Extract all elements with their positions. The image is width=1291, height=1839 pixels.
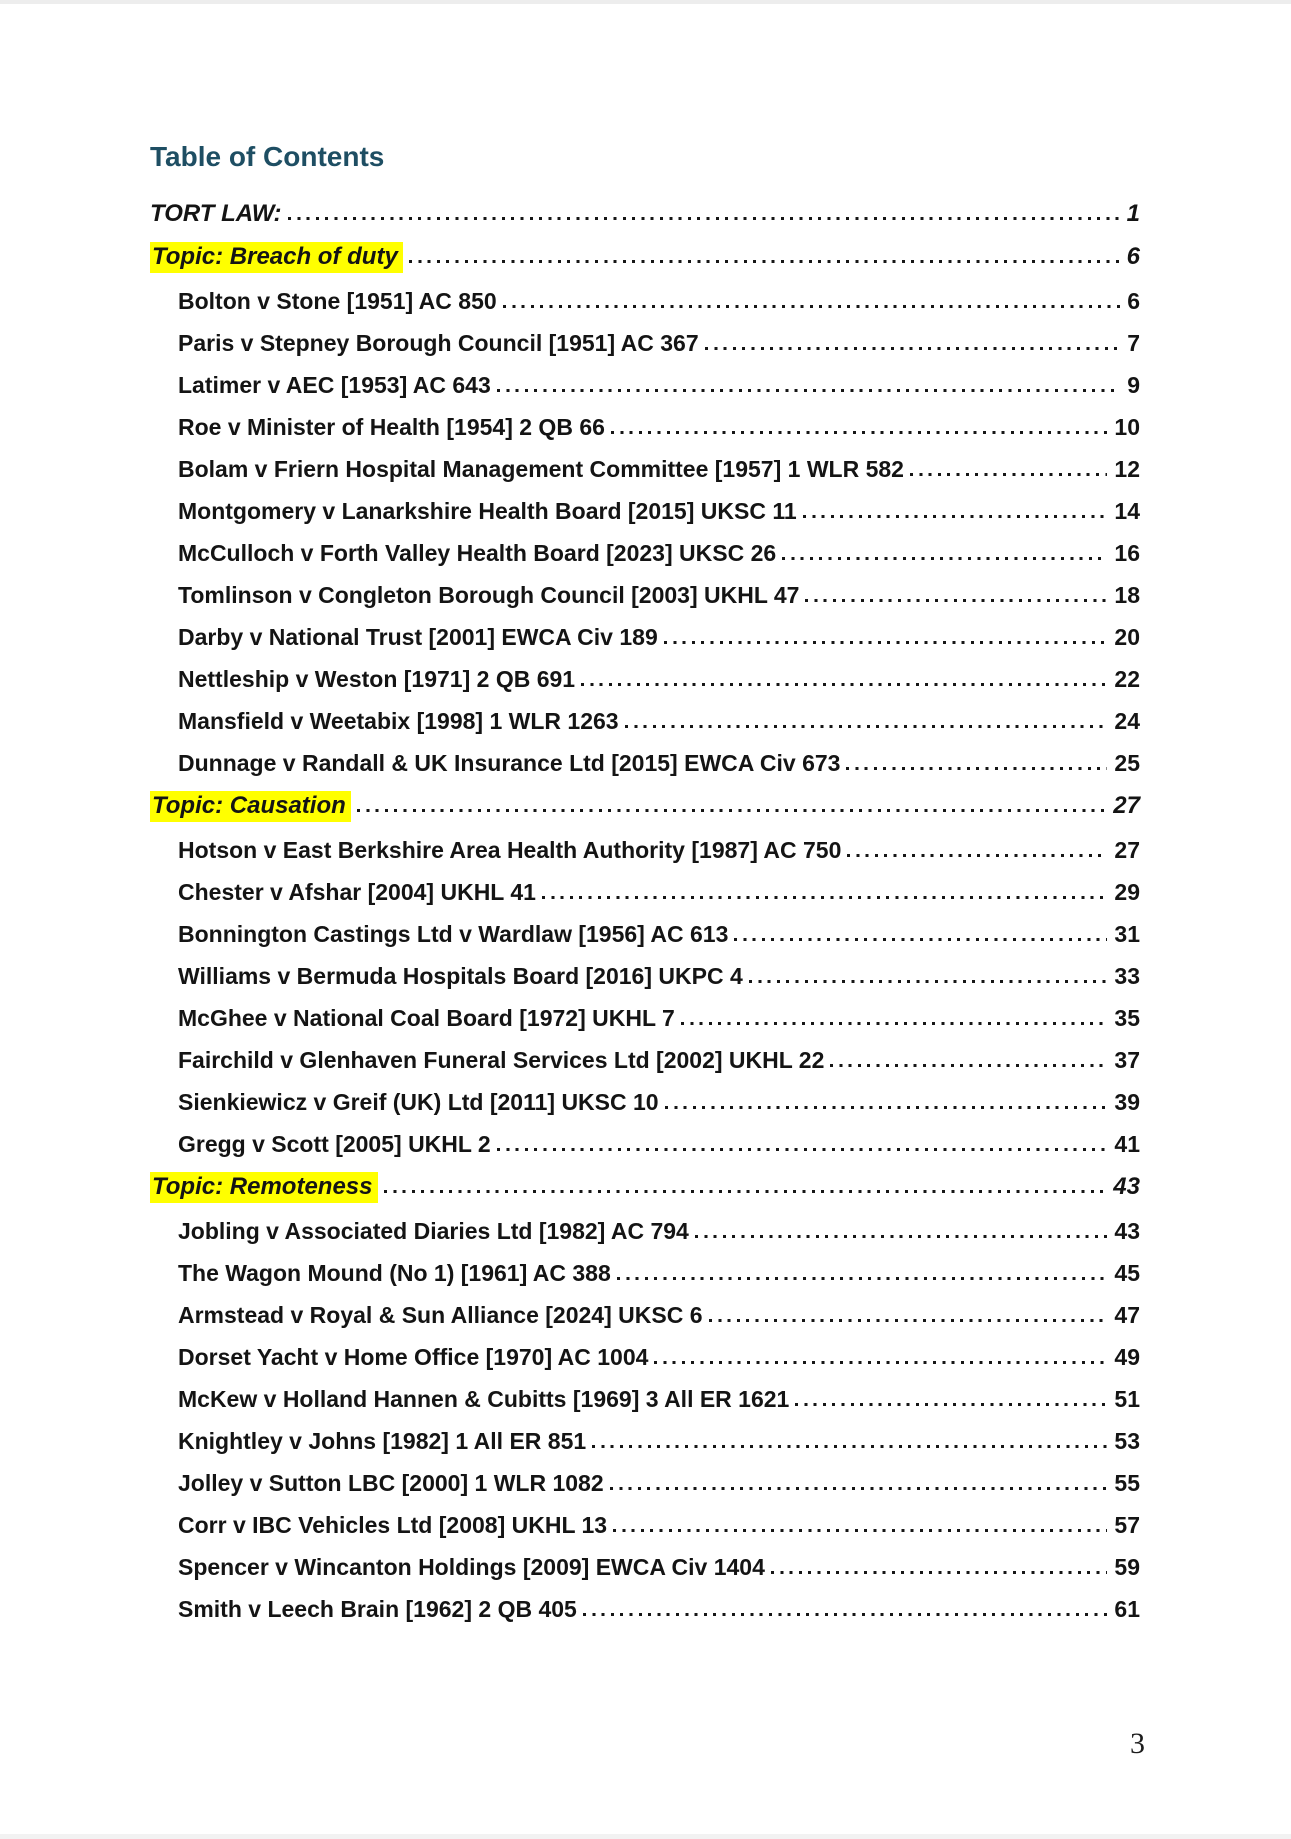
dot-leader (771, 1571, 1108, 1575)
toc-entry-page-number: 1 (1126, 200, 1140, 227)
toc-entry[interactable] (150, 707, 1140, 735)
toc-entry[interactable] (150, 1427, 1140, 1455)
toc-entry[interactable] (150, 749, 1140, 777)
toc-entry-page-number: 45 (1114, 1260, 1140, 1286)
toc-entry-page-number: 49 (1114, 1344, 1140, 1370)
toc-entry-label: Knightley v Johns [1982] 1 All ER 851 (178, 1428, 587, 1454)
toc-entry[interactable] (150, 836, 1140, 864)
dot-leader (846, 767, 1107, 771)
toc-entry-label: Jobling v Associated Diaries Ltd [1982] AC 794 (178, 1218, 689, 1244)
toc-entry-page-number: 24 (1114, 708, 1140, 734)
toc-entry-label: Sienkiewicz v Greif (UK) Ltd [2011] UKSC 10 (178, 1089, 659, 1115)
dot-leader (910, 473, 1107, 477)
dot-leader (665, 1106, 1108, 1110)
toc-entry[interactable] (150, 1088, 1140, 1116)
toc-entry-page-number: 41 (1114, 1131, 1140, 1157)
toc-entry[interactable] (150, 1130, 1140, 1158)
toc-entry-label: Paris v Stepney Borough Council [1951] AC 367 (178, 330, 699, 356)
toc-entry-page-number: 51 (1114, 1386, 1140, 1412)
dot-leader (503, 305, 1121, 309)
page-bottom-edge (0, 1834, 1291, 1839)
toc-entry-label: Armstead v Royal & Sun Alliance [2024] UKSC 6 (178, 1302, 703, 1328)
toc-entry-page-number: 61 (1114, 1596, 1140, 1622)
toc-entry-page-number: 25 (1114, 750, 1140, 776)
toc-entry[interactable] (150, 1301, 1140, 1329)
toc-entry[interactable] (150, 1004, 1140, 1032)
toc-entry-page-number: 18 (1114, 582, 1140, 608)
toc-entry[interactable] (150, 1511, 1140, 1539)
toc-entry[interactable] (150, 623, 1140, 651)
toc-entry[interactable] (150, 200, 1140, 228)
toc-entry-label: Hotson v East Berkshire Area Health Authority [1987] AC 750 (178, 837, 842, 863)
dot-leader (782, 557, 1107, 561)
dot-leader (497, 1148, 1108, 1152)
toc-entry-label: Bolton v Stone [1951] AC 850 (178, 288, 497, 314)
toc-entry-page-number: 10 (1114, 414, 1140, 440)
toc-entry-page-number: 12 (1114, 456, 1140, 482)
dot-leader (681, 1022, 1108, 1026)
toc-entry-label: TORT LAW: (150, 200, 282, 227)
dot-leader (617, 1277, 1108, 1281)
dot-leader (847, 854, 1107, 858)
toc-entry-label: Fairchild v Glenhaven Funeral Services Ltd [2002] UKHL 22 (178, 1047, 825, 1073)
toc-entry-page-number: 37 (1114, 1047, 1140, 1073)
toc-entry-page-number: 22 (1114, 666, 1140, 692)
dot-leader (613, 1529, 1107, 1533)
toc-entry-label: Dunnage v Randall & UK Insurance Ltd [2015] EWCA Civ 673 (178, 750, 841, 776)
toc-entry-page-number: 57 (1114, 1512, 1140, 1538)
toc-entry-label: Roe v Minister of Health [1954] 2 QB 66 (178, 414, 605, 440)
toc-entry-label: McGhee v National Coal Board [1972] UKHL 7 (178, 1005, 675, 1031)
toc-entry[interactable] (150, 242, 1140, 273)
toc-entry-label: Mansfield v Weetabix [1998] 1 WLR 1263 (178, 708, 619, 734)
toc-entry-page-number: 43 (1113, 1173, 1140, 1200)
toc-entry-label: Spencer v Wincanton Holdings [2009] EWCA Civ 1404 (178, 1554, 765, 1580)
dot-leader (749, 980, 1108, 984)
dot-leader (581, 683, 1107, 687)
toc-entry[interactable] (150, 413, 1140, 441)
toc-entry[interactable] (150, 665, 1140, 693)
dot-leader (384, 1190, 1107, 1194)
toc-entry-label: Chester v Afshar [2004] UKHL 41 (178, 879, 536, 905)
toc-entry[interactable] (150, 1553, 1140, 1581)
toc-entry-page-number: 53 (1114, 1428, 1140, 1454)
toc-entry-page-number: 43 (1114, 1218, 1140, 1244)
toc-entry-label: Latimer v AEC [1953] AC 643 (178, 372, 491, 398)
toc-entry-label: Nettleship v Weston [1971] 2 QB 691 (178, 666, 576, 692)
toc-entry[interactable] (150, 371, 1140, 399)
toc-entry[interactable] (150, 920, 1140, 948)
document-page (150, 140, 1140, 1637)
toc-entry[interactable] (150, 581, 1140, 609)
toc-entry[interactable] (150, 287, 1140, 315)
dot-leader (409, 260, 1120, 264)
toc-entry[interactable] (150, 539, 1140, 567)
toc-entry-page-number: 31 (1114, 921, 1140, 947)
toc-entry-label: Topic: Causation (150, 791, 351, 822)
toc-entry[interactable] (150, 1595, 1140, 1623)
toc-entry[interactable] (150, 329, 1140, 357)
dot-leader (830, 1064, 1107, 1068)
dot-leader (497, 389, 1120, 393)
dot-leader (625, 725, 1108, 729)
toc-entry-page-number: 29 (1114, 879, 1140, 905)
toc-entry-label: McKew v Holland Hannen & Cubitts [1969] 3 All ER 1621 (178, 1386, 790, 1412)
footer-page-number: 3 (1130, 1727, 1145, 1760)
toc-entry-label: Tomlinson v Congleton Borough Council [2003] UKHL 47 (178, 582, 800, 608)
toc-entry[interactable] (150, 791, 1140, 822)
dot-leader (795, 1403, 1107, 1407)
toc-entry-page-number: 39 (1114, 1089, 1140, 1115)
toc-entry[interactable] (150, 1385, 1140, 1413)
toc-entry[interactable] (150, 1259, 1140, 1287)
dot-leader (709, 1319, 1108, 1323)
dot-leader (288, 217, 1120, 221)
toc-entry[interactable] (150, 878, 1140, 906)
toc-entry-label: The Wagon Mound (No 1) [1961] AC 388 (178, 1260, 611, 1286)
dot-leader (357, 809, 1107, 813)
dot-leader (611, 431, 1108, 435)
toc-entry-page-number: 9 (1127, 372, 1140, 398)
page-top-edge (0, 0, 1291, 4)
toc-entry-page-number: 14 (1114, 498, 1140, 524)
dot-leader (805, 599, 1107, 603)
toc-entry-page-number: 33 (1114, 963, 1140, 989)
dot-leader (610, 1487, 1108, 1491)
toc-entry[interactable] (150, 1046, 1140, 1074)
toc-entry[interactable] (150, 455, 1140, 483)
dot-leader (583, 1613, 1108, 1617)
toc-entry-label: Montgomery v Lanarkshire Health Board [2015] UKSC 11 (178, 498, 797, 524)
toc-entry-label: McCulloch v Forth Valley Health Board [2023] UKSC 26 (178, 540, 777, 566)
toc-entry-page-number: 6 (1126, 243, 1140, 270)
toc-entry[interactable] (150, 962, 1140, 990)
toc-entry-label: Jolley v Sutton LBC [2000] 1 WLR 1082 (178, 1470, 604, 1496)
toc-entry-page-number: 7 (1127, 330, 1140, 356)
table-of-contents (150, 200, 1140, 1623)
toc-entry-label: Topic: Breach of duty (150, 242, 403, 273)
dot-leader (592, 1445, 1107, 1449)
toc-entry-label: Corr v IBC Vehicles Ltd [2008] UKHL 13 (178, 1512, 608, 1538)
dot-leader (542, 896, 1107, 900)
toc-entry[interactable] (150, 1217, 1140, 1245)
toc-entry-page-number: 16 (1114, 540, 1140, 566)
dot-leader (654, 1361, 1107, 1365)
dot-leader (664, 641, 1108, 645)
toc-entry[interactable] (150, 1469, 1140, 1497)
toc-entry[interactable] (150, 1172, 1140, 1203)
toc-entry-page-number: 6 (1127, 288, 1140, 314)
toc-entry[interactable] (150, 1343, 1140, 1371)
dot-leader (734, 938, 1107, 942)
toc-entry-page-number: 20 (1114, 624, 1140, 650)
toc-entry-page-number: 55 (1114, 1470, 1140, 1496)
toc-entry-label: Bolam v Friern Hospital Management Committee [1957] 1 WLR 582 (178, 456, 904, 482)
toc-entry-page-number: 47 (1114, 1302, 1140, 1328)
toc-entry-label: Dorset Yacht v Home Office [1970] AC 1004 (178, 1344, 649, 1370)
toc-entry-label: Darby v National Trust [2001] EWCA Civ 189 (178, 624, 658, 650)
toc-entry-label: Gregg v Scott [2005] UKHL 2 (178, 1131, 491, 1157)
toc-entry-label: Topic: Remoteness (150, 1172, 378, 1203)
page-title: Table of Contents (150, 141, 385, 172)
toc-entry-label: Smith v Leech Brain [1962] 2 QB 405 (178, 1596, 577, 1622)
toc-entry-label: Bonnington Castings Ltd v Wardlaw [1956] AC 613 (178, 921, 729, 947)
dot-leader (705, 347, 1121, 351)
toc-entry-page-number: 27 (1113, 792, 1140, 819)
toc-entry[interactable] (150, 497, 1140, 525)
toc-entry-page-number: 35 (1114, 1005, 1140, 1031)
toc-entry-page-number: 59 (1114, 1554, 1140, 1580)
toc-entry-page-number: 27 (1114, 837, 1140, 863)
dot-leader (695, 1235, 1108, 1239)
dot-leader (803, 515, 1108, 519)
toc-entry-label: Williams v Bermuda Hospitals Board [2016] UKPC 4 (178, 963, 743, 989)
